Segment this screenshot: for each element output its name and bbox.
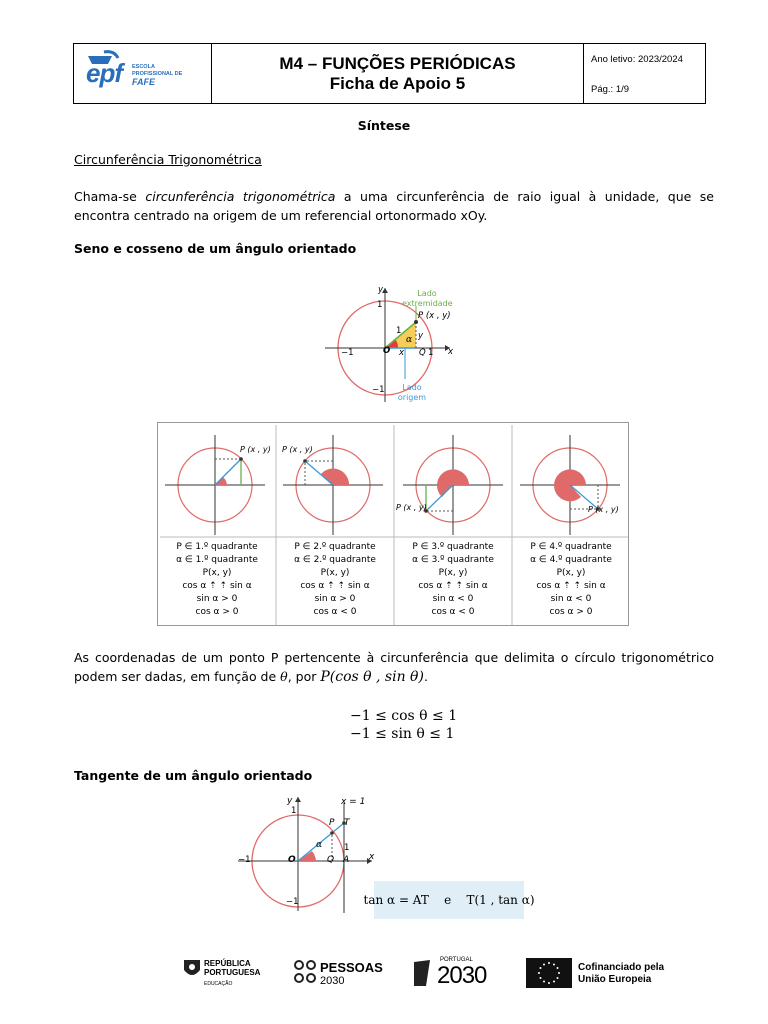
fig3-y: y bbox=[287, 796, 293, 806]
rep-line2: PORTUGUESA bbox=[204, 968, 261, 977]
logo-sub3: FAFE bbox=[132, 77, 156, 87]
fig1-alpha: α bbox=[406, 335, 413, 345]
q1-l4: cos α ⇡ ⇡ sin α bbox=[182, 581, 252, 591]
fig1-q: Q bbox=[419, 348, 426, 358]
header-title-cell bbox=[212, 44, 584, 103]
eu-line1: Cofinanciado pela bbox=[578, 962, 665, 973]
fig1-one-r: 1 bbox=[396, 326, 402, 336]
q2-l4: cos α ⇡ ⇡ sin α bbox=[300, 581, 370, 591]
coords-expression: P(cos θ , sin θ) bbox=[320, 669, 424, 685]
fig3-o: O bbox=[288, 855, 296, 865]
school-year: Ano letivo: 2023/2024 bbox=[591, 54, 683, 65]
tangent-formula: tan α = AT e T(1 , tan α) bbox=[363, 893, 535, 907]
q4-l4: cos α ⇡ ⇡ sin α bbox=[536, 581, 606, 591]
fig3-q: Q bbox=[327, 855, 335, 865]
q4-text bbox=[513, 541, 629, 619]
q2-text bbox=[277, 541, 393, 619]
def-emphasis: circunferência trigonométrica bbox=[145, 189, 336, 204]
eu-flag-icon bbox=[526, 958, 572, 988]
fig1-one-y: 1 bbox=[377, 300, 383, 310]
q3-l2: α ∈ 3.º quadrante bbox=[412, 555, 494, 565]
republic-logo-text bbox=[204, 959, 260, 989]
q1-l3: P(x, y) bbox=[202, 568, 232, 578]
q4-point: P (x , y) bbox=[588, 505, 619, 514]
q1-l6: cos α > 0 bbox=[195, 607, 239, 617]
tangent-figure bbox=[236, 793, 376, 915]
coordinates-paragraph bbox=[74, 648, 714, 687]
coords-text-1: As coordenadas de um ponto P pertencente à circunferência que delimita o círculo trigonométrico podem ser dadas, em função de bbox=[74, 650, 714, 684]
quadrants-panel bbox=[157, 422, 629, 626]
q1-l2: α ∈ 1.º quadrante bbox=[176, 555, 258, 565]
section-title-sine-cosine: Seno e cosseno de um ângulo orientado bbox=[74, 241, 357, 256]
portugal-label: PORTUGAL bbox=[440, 957, 473, 963]
inequality-sin: −1 ≤ sin θ ≤ 1 bbox=[350, 726, 455, 742]
eu-line2: União Europeia bbox=[578, 974, 652, 985]
q3-l6: cos α < 0 bbox=[431, 607, 475, 617]
fig1-y-label: y bbox=[418, 331, 424, 341]
doc-subtitle: Ficha de Apoio 5 bbox=[329, 73, 466, 93]
q3-l3: P(x, y) bbox=[438, 568, 468, 578]
or-line2: origem bbox=[397, 393, 427, 402]
fig3-line-x1: x = 1 bbox=[341, 797, 366, 807]
fig1-label-extremity bbox=[402, 289, 452, 309]
section-title-circle: Circunferência Trigonométrica bbox=[74, 152, 262, 167]
inequality-cos: −1 ≤ cos θ ≤ 1 bbox=[350, 708, 458, 724]
rep-line1: REPÚBLICA bbox=[204, 959, 251, 968]
portugal2030-flag-icon bbox=[412, 958, 436, 988]
definition-paragraph bbox=[74, 187, 714, 225]
fig1-x-axis: x bbox=[448, 347, 454, 357]
q3-l1: P ∈ 3.º quadrante bbox=[412, 542, 494, 552]
fig3-mone-x: −1 bbox=[238, 855, 251, 865]
coords-theta: θ bbox=[280, 669, 288, 684]
logo-sub1: ESCOLA bbox=[132, 64, 155, 70]
q3-point: P (x , y) bbox=[396, 503, 427, 512]
portugal-2030: 2030 bbox=[437, 962, 487, 989]
fig1-x-label: x bbox=[399, 348, 405, 358]
fig3-one-x: 1 bbox=[344, 843, 350, 853]
fig3-mone-y: −1 bbox=[286, 897, 299, 907]
fig1-label-origin bbox=[392, 383, 432, 403]
or-line1: Lado bbox=[402, 383, 422, 392]
fig3-a: A bbox=[343, 855, 350, 865]
q3-text bbox=[395, 541, 511, 619]
q4-l2: α ∈ 4.º quadrante bbox=[530, 555, 612, 565]
logo-sub2: PROFISSIONAL DE bbox=[132, 71, 183, 77]
header-info-cell bbox=[584, 44, 705, 103]
page-heading: Síntese bbox=[357, 118, 411, 133]
q1-l5: sin α > 0 bbox=[196, 594, 238, 604]
pessoas-text: PESSOAS bbox=[320, 960, 383, 975]
q1-point: P (x , y) bbox=[240, 445, 271, 454]
rep-line3: EDUCAÇÃO bbox=[204, 981, 233, 987]
q1-text bbox=[159, 541, 275, 619]
fig3-x: x bbox=[369, 852, 375, 862]
pessoas-logo-icon bbox=[292, 958, 318, 986]
fig1-y-axis: y bbox=[378, 285, 384, 295]
header-table bbox=[73, 43, 706, 104]
q2-point: P (x , y) bbox=[282, 445, 313, 454]
eu-text bbox=[578, 962, 664, 986]
fig3-t: T bbox=[344, 818, 350, 828]
logo-text: epf bbox=[86, 58, 122, 88]
fig1-origin: O bbox=[383, 346, 391, 356]
doc-title: M4 – FUNÇÕES PERIÓDICAS bbox=[279, 53, 516, 73]
q2-l5: sin α > 0 bbox=[314, 594, 356, 604]
def-text-2: a uma circunferência de raio igual à unidade, que se encontra centrado na origem de um referencial ortonormado xOy. bbox=[74, 189, 714, 223]
ext-line1: Lado bbox=[417, 289, 437, 298]
def-text-1: Chama-se bbox=[74, 189, 146, 204]
q4-l5: sin α < 0 bbox=[550, 594, 592, 604]
q1-l1: P ∈ 1.º quadrante bbox=[176, 542, 258, 552]
q2-l1: P ∈ 2.º quadrante bbox=[294, 542, 376, 552]
q2-l2: α ∈ 2.º quadrante bbox=[294, 555, 376, 565]
coords-text-2: , por bbox=[287, 669, 321, 684]
fig1-mone-y: −1 bbox=[372, 385, 385, 395]
q3-l4: cos α ⇡ ⇡ sin α bbox=[418, 581, 488, 591]
tangent-formula-box bbox=[363, 881, 535, 919]
fig1-mone-x: −1 bbox=[341, 348, 354, 358]
school-logo bbox=[74, 44, 212, 103]
q2-l3: P(x, y) bbox=[320, 568, 350, 578]
fig3-one-y: 1 bbox=[291, 806, 297, 816]
republic-emblem-icon bbox=[182, 958, 202, 980]
q4-l1: P ∈ 4.º quadrante bbox=[530, 542, 612, 552]
page-number: Pág.: 1/9 bbox=[591, 84, 630, 95]
q3-l5: sin α < 0 bbox=[432, 594, 474, 604]
ext-line2: extremidade bbox=[402, 299, 453, 308]
fig3-alpha: α bbox=[316, 840, 323, 850]
section-title-tangent: Tangente de um ângulo orientado bbox=[74, 768, 313, 783]
fig1-one-x: 1 bbox=[428, 348, 434, 358]
coords-text-3: . bbox=[423, 669, 428, 684]
fig3-p: P bbox=[329, 818, 335, 828]
q4-l6: cos α > 0 bbox=[549, 607, 593, 617]
q2-l6: cos α < 0 bbox=[313, 607, 357, 617]
fig1-point-p: P (x , y) bbox=[418, 311, 451, 321]
pessoas-year: 2030 bbox=[320, 975, 345, 987]
q4-l3: P(x, y) bbox=[556, 568, 586, 578]
